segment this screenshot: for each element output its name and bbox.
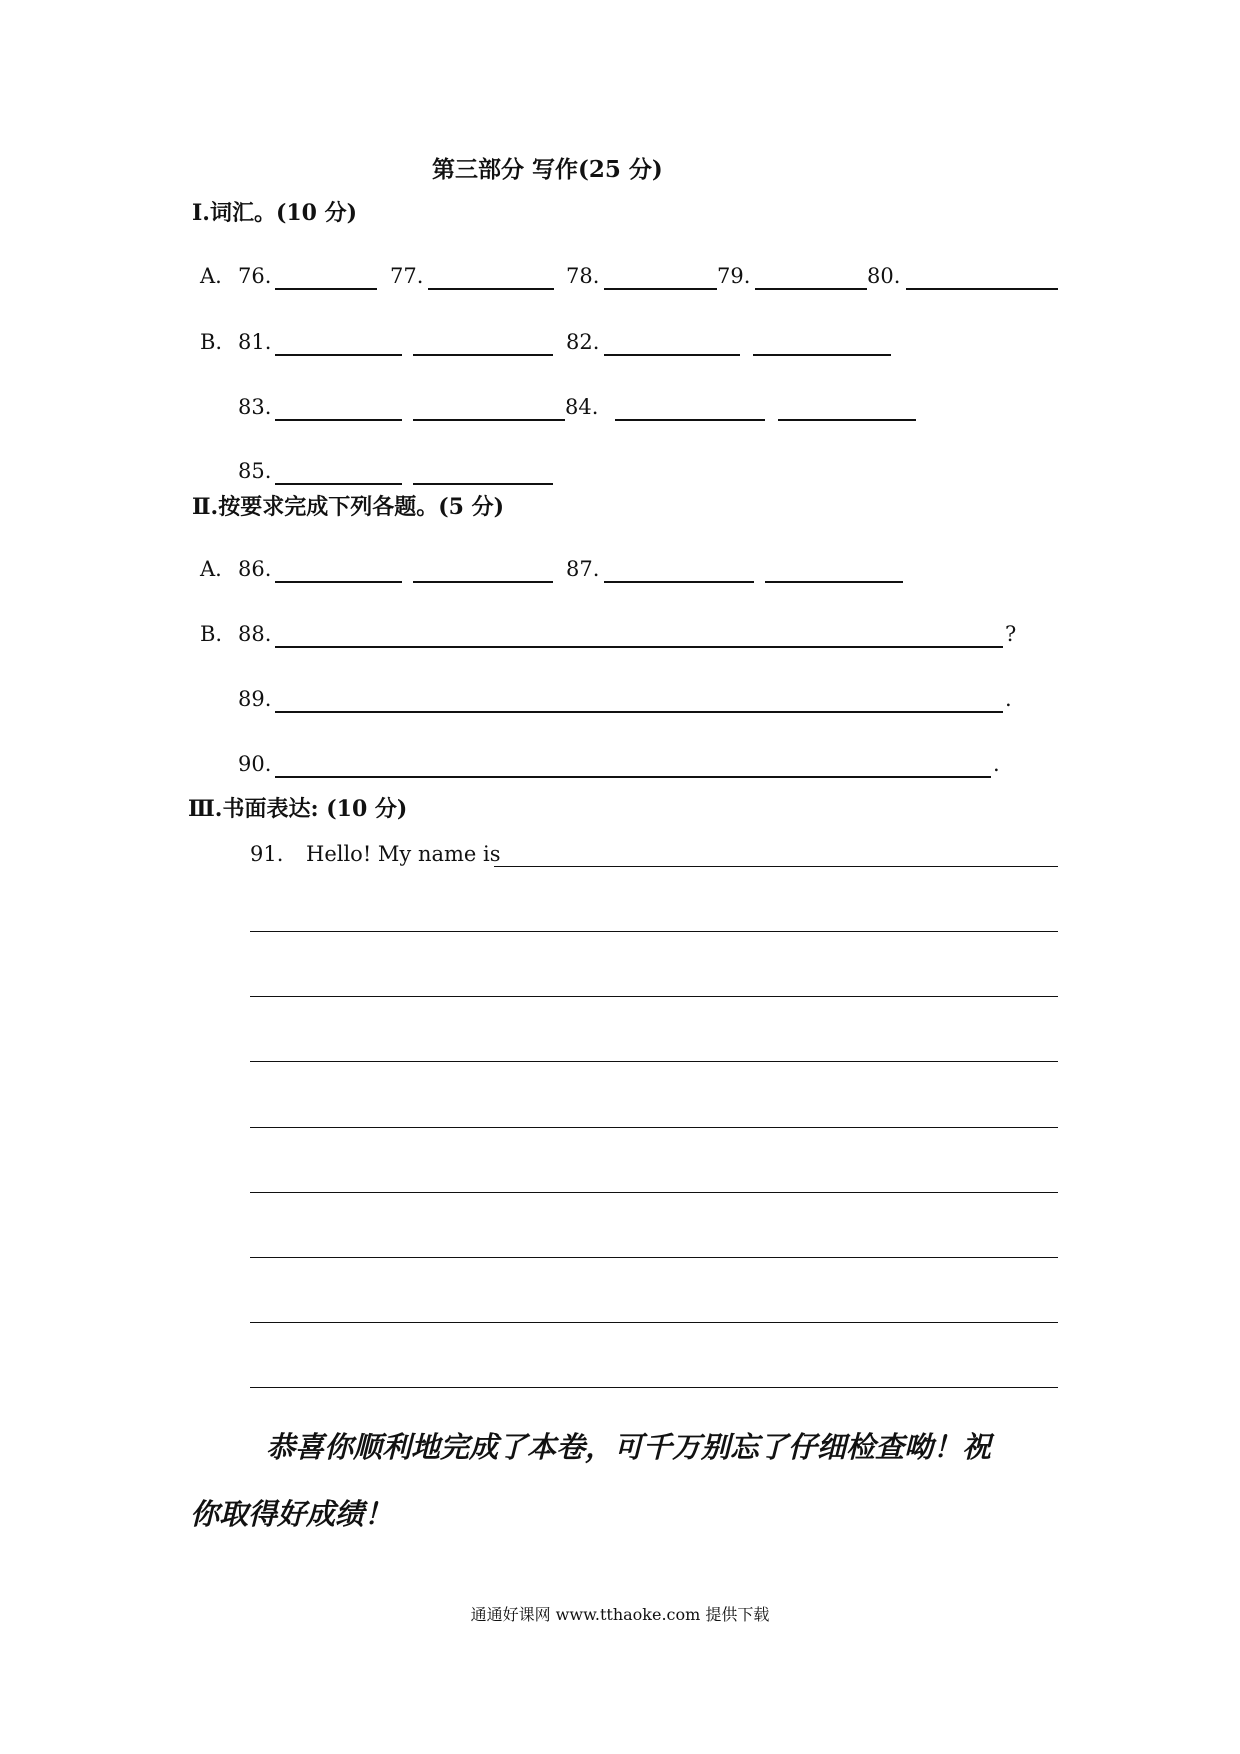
question-91-number: 91. bbox=[250, 842, 284, 866]
question-79-number: 79. bbox=[717, 264, 751, 288]
answer-78-blank[interactable] bbox=[604, 288, 717, 290]
answer-81-blank-2[interactable] bbox=[413, 354, 553, 356]
answer-85-blank-2[interactable] bbox=[413, 483, 553, 485]
answer-81-blank-1[interactable] bbox=[275, 354, 402, 356]
answer-90-blank[interactable] bbox=[275, 776, 991, 778]
question-76-number: 76. bbox=[238, 264, 272, 288]
page-title: 第三部分 写作(25 分) bbox=[432, 156, 663, 183]
writing-line-7[interactable] bbox=[250, 1257, 1058, 1258]
writing-line-1[interactable] bbox=[494, 866, 1058, 867]
footer-download-credit: 通通好课网 www.tthaoke.com 提供下载 bbox=[470, 1605, 770, 1624]
answer-87-blank-1[interactable] bbox=[604, 581, 754, 583]
question-87-number: 87. bbox=[566, 557, 600, 581]
section-2-row-a-label: A. bbox=[200, 557, 222, 581]
question-90-end-mark: . bbox=[993, 752, 1000, 776]
question-89-end-mark: . bbox=[1005, 687, 1012, 711]
question-84-number: 84. bbox=[565, 395, 599, 419]
answer-82-blank-1[interactable] bbox=[604, 354, 740, 356]
answer-83-blank-1[interactable] bbox=[275, 419, 402, 421]
question-85-number: 85. bbox=[238, 459, 272, 483]
section-3-heading: Ⅲ.书面表达: (10 分) bbox=[188, 796, 408, 822]
answer-77-blank[interactable] bbox=[428, 288, 554, 290]
question-88-number: 88. bbox=[238, 622, 272, 646]
question-81-number: 81. bbox=[238, 330, 272, 354]
writing-line-5[interactable] bbox=[250, 1127, 1058, 1128]
row-a-label: A. bbox=[200, 264, 222, 288]
writing-line-9[interactable] bbox=[250, 1387, 1058, 1388]
writing-line-6[interactable] bbox=[250, 1192, 1058, 1193]
question-80-number: 80. bbox=[867, 264, 901, 288]
question-82-number: 82. bbox=[566, 330, 600, 354]
answer-80-blank[interactable] bbox=[906, 288, 1058, 290]
answer-84-blank-1[interactable] bbox=[615, 419, 765, 421]
question-78-number: 78. bbox=[566, 264, 600, 288]
answer-76-blank[interactable] bbox=[275, 288, 377, 290]
answer-87-blank-2[interactable] bbox=[765, 581, 903, 583]
writing-line-3[interactable] bbox=[250, 996, 1058, 997]
answer-86-blank-1[interactable] bbox=[275, 581, 402, 583]
section-1-heading: Ⅰ.词汇。(10 分) bbox=[192, 200, 358, 226]
answer-79-blank[interactable] bbox=[755, 288, 867, 290]
question-83-number: 83. bbox=[238, 395, 272, 419]
answer-85-blank-1[interactable] bbox=[275, 483, 402, 485]
section-2-row-b-label: B. bbox=[200, 622, 223, 646]
question-89-number: 89. bbox=[238, 687, 272, 711]
question-88-end-mark: ? bbox=[1005, 622, 1017, 646]
row-b-label: B. bbox=[200, 330, 223, 354]
answer-82-blank-2[interactable] bbox=[753, 354, 891, 356]
question-90-number: 90. bbox=[238, 752, 272, 776]
answer-88-blank[interactable] bbox=[275, 646, 1003, 648]
question-77-number: 77. bbox=[390, 264, 424, 288]
answer-86-blank-2[interactable] bbox=[413, 581, 553, 583]
answer-84-blank-2[interactable] bbox=[778, 419, 916, 421]
writing-line-2[interactable] bbox=[250, 931, 1058, 932]
closing-message-line-2: 你取得好成绩！ bbox=[190, 1497, 394, 1531]
writing-prompt: Hello! My name is bbox=[306, 842, 501, 866]
answer-89-blank[interactable] bbox=[275, 711, 1003, 713]
closing-message-line-1: 恭喜你顺利地完成了本卷，可千万别忘了仔细检查呦！祝 bbox=[266, 1430, 992, 1464]
section-2-heading: Ⅱ.按要求完成下列各题。(5 分) bbox=[192, 494, 504, 520]
answer-83-blank-2[interactable] bbox=[413, 419, 565, 421]
question-86-number: 86. bbox=[238, 557, 272, 581]
writing-line-4[interactable] bbox=[250, 1061, 1058, 1062]
writing-line-8[interactable] bbox=[250, 1322, 1058, 1323]
